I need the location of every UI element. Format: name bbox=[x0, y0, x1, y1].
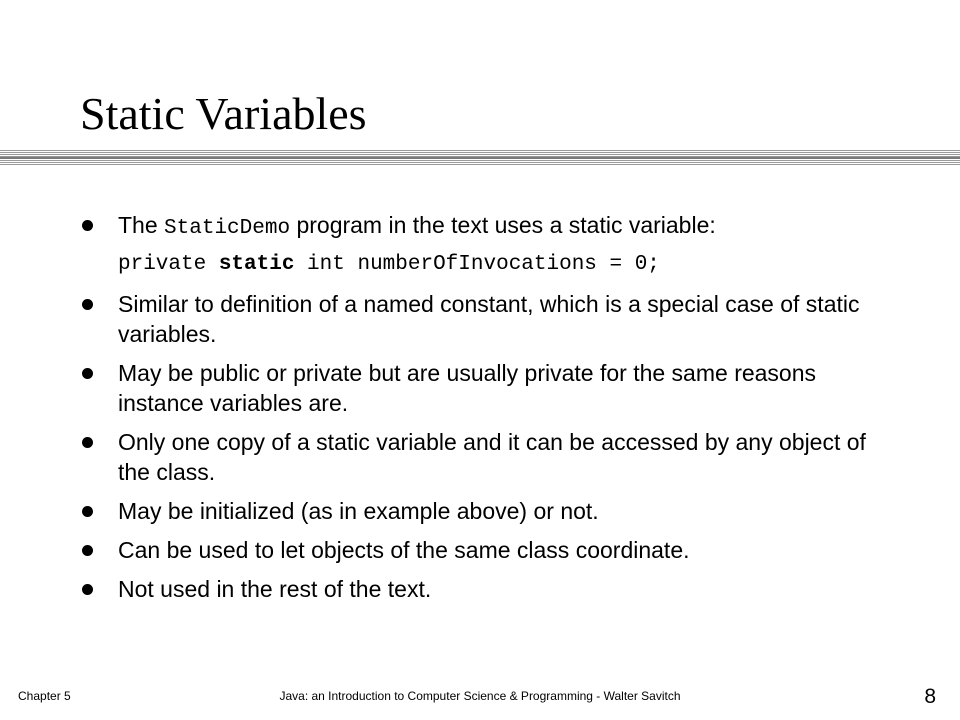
bullet-dot-icon bbox=[82, 437, 93, 448]
code-example bbox=[118, 250, 900, 280]
bullet-text: Can be used to let objects of the same class coordinate. bbox=[118, 537, 690, 563]
bullet-item bbox=[80, 535, 900, 565]
bullet-dot-icon bbox=[82, 220, 93, 231]
code-before: private bbox=[118, 253, 219, 276]
bullet-text: Not used in the rest of the text. bbox=[118, 576, 432, 602]
bullet-dot-icon bbox=[82, 299, 93, 310]
footer-chapter: Chapter 5 bbox=[18, 689, 71, 703]
bullet-item bbox=[80, 574, 900, 604]
title-divider bbox=[0, 150, 960, 166]
page-number: 8 bbox=[924, 685, 936, 708]
bullet-item bbox=[80, 358, 900, 418]
bullet-text: May be public or private but are usually private for the same reasons instance variables are. bbox=[118, 360, 817, 416]
footer-book-title: Java: an Introduction to Computer Science & Programming - Walter Savitch bbox=[279, 689, 681, 703]
bullet-list bbox=[80, 210, 900, 613]
bullet-text: Similar to definition of a named constant, which is a special case of static variables. bbox=[118, 291, 860, 347]
bullet-text-suffix: program in the text uses a static variable: bbox=[290, 212, 716, 238]
bullet-dot-icon bbox=[82, 584, 93, 595]
bullet-item bbox=[80, 289, 900, 349]
bullet-item bbox=[80, 427, 900, 487]
bullet-dot-icon bbox=[82, 545, 93, 556]
bullet-dot-icon bbox=[82, 368, 93, 379]
bullet-text: May be initialized (as in example above) or not. bbox=[118, 498, 599, 524]
inline-code: StaticDemo bbox=[164, 217, 291, 240]
bullet-text-prefix: The bbox=[118, 212, 165, 238]
bullet-dot-icon bbox=[82, 506, 93, 517]
slide-title: Static Variables bbox=[80, 88, 367, 139]
bullet-item bbox=[80, 496, 900, 526]
code-keyword: static bbox=[218, 253, 295, 276]
code-after: int numberOfInvocations = 0; bbox=[294, 253, 660, 276]
bullet-item bbox=[80, 210, 900, 280]
bullet-text: Only one copy of a static variable and it can be accessed by any object of the class. bbox=[118, 429, 866, 485]
